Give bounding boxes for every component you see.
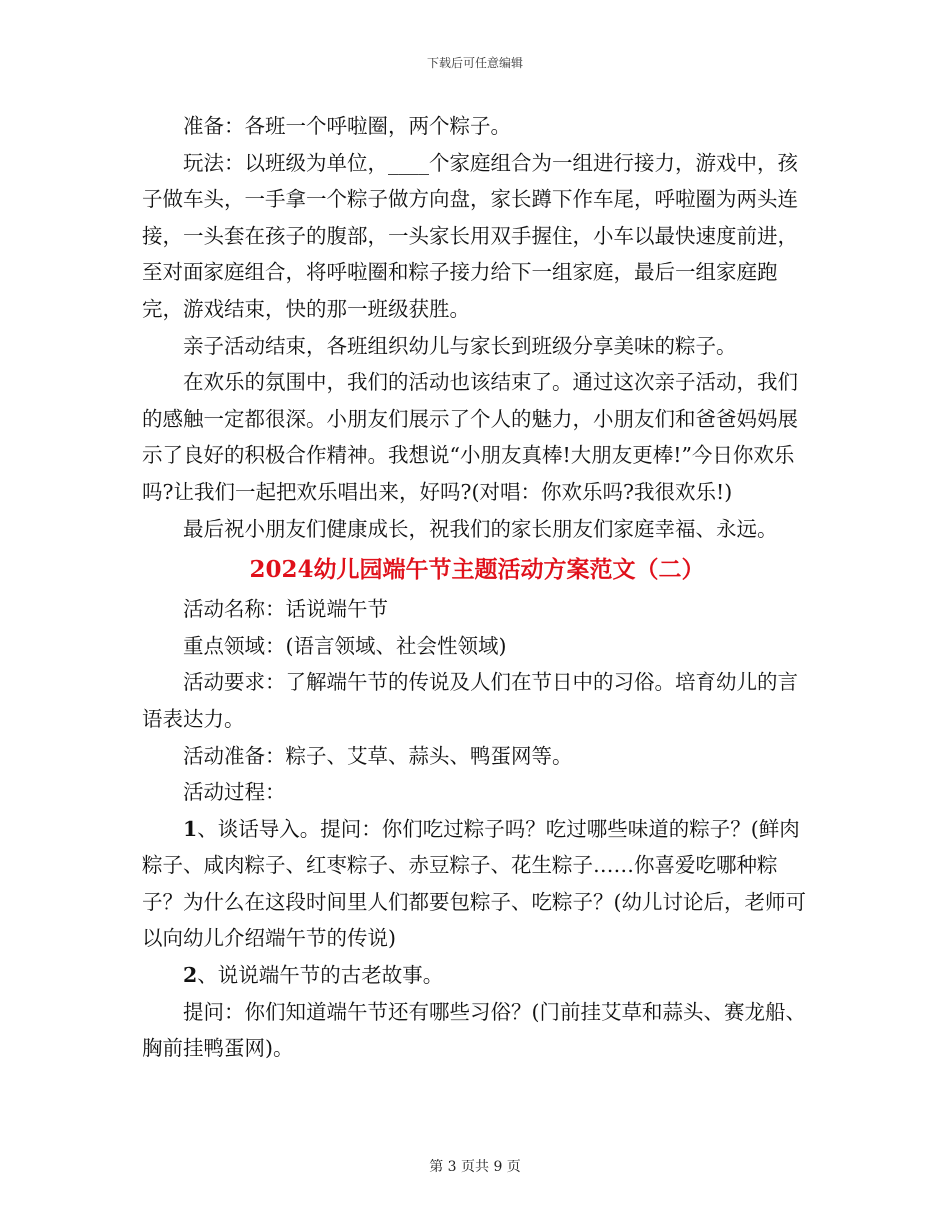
step-2-number: 2 bbox=[183, 963, 198, 988]
page-footer: 第 3 页共 9 页 bbox=[429, 1159, 521, 1175]
paragraph-key-domain: 重点领域：(语言领域、社会性领域) bbox=[183, 633, 507, 658]
paragraph-preparation: 准备：各班一个呼啦圈，两个粽子。 bbox=[183, 114, 511, 138]
paragraph-requirement: 活动要求：了解端午节的传说及人们在节日中的习俗。培育幼儿的言语表达力。 bbox=[142, 670, 798, 731]
paragraph-customs-question: 提问：你们知道端午节还有哪些习俗？(门前挂艾草和蒜头、赛龙船、胸前挂鸭蛋网)。 bbox=[142, 999, 806, 1061]
paragraph-process-label: 活动过程： bbox=[183, 780, 286, 805]
document-body bbox=[142, 108, 812, 1067]
paragraph-step-1 bbox=[142, 811, 812, 957]
step-2-text: 、说说端午节的古老故事。 bbox=[197, 963, 444, 988]
step-1-number: 1 bbox=[183, 816, 198, 841]
paragraph-closing: 在欢乐的氛围中，我们的活动也该结束了。通过这次亲子活动，我们的感触一定都很深。小朋友们展示了个人的魅力，小朋友们和爸爸妈妈展示了良好的积极合作精神。我想说“小朋友真棒!大朋友更棒!”今日你欢乐吗?让我们一起把欢乐唱出来，好吗?(对唱：你欢乐吗?我很欢乐!) bbox=[142, 370, 798, 504]
section-title: 2024幼儿园端午节主题活动方案范文（二） bbox=[249, 556, 705, 584]
paragraph-wish: 最后祝小朋友们健康成长，祝我们的家长朋友们家庭幸福、永远。 bbox=[183, 516, 778, 541]
paragraph-preparation-materials: 活动准备：粽子、艾草、蒜头、鸭蛋网等。 bbox=[183, 743, 573, 768]
paragraph-activity-name: 活动名称：话说端午节 bbox=[183, 597, 388, 622]
step-1-text: 、谈话导入。提问：你们吃过粽子吗？吃过哪些味道的粽子？(鲜肉粽子、咸肉粽子、红枣粽子、赤豆粽子、花生粽子……你喜爱吃哪种粽子？为什么在这段时间里人们都要包粽子、吃粽子？(幼儿讨论后，老师可以向幼儿介绍端午节的传说) bbox=[142, 816, 806, 951]
paragraph-step-2 bbox=[142, 957, 812, 994]
page-header: 下载后可任意编辑 bbox=[426, 56, 523, 70]
paragraph-activity-end: 亲子活动结束，各班组织幼儿与家长到班级分享美味的粽子。 bbox=[183, 333, 737, 358]
paragraph-gameplay: 玩法：以班级为单位，____个家庭组合为一组进行接力，游戏中，孩子做车头，一手拿一个粽子做方向盘，家长蹲下作车尾，呼啦圈为两头连接，一头套在孩子的腹部，一头家长用双手握住，小车以最快速度前进，至对面家庭组合，将呼啦圈和粽子接力给下一组家庭，最后一组家庭跑完，游戏结束，快的那一班级获胜。 bbox=[142, 150, 798, 321]
